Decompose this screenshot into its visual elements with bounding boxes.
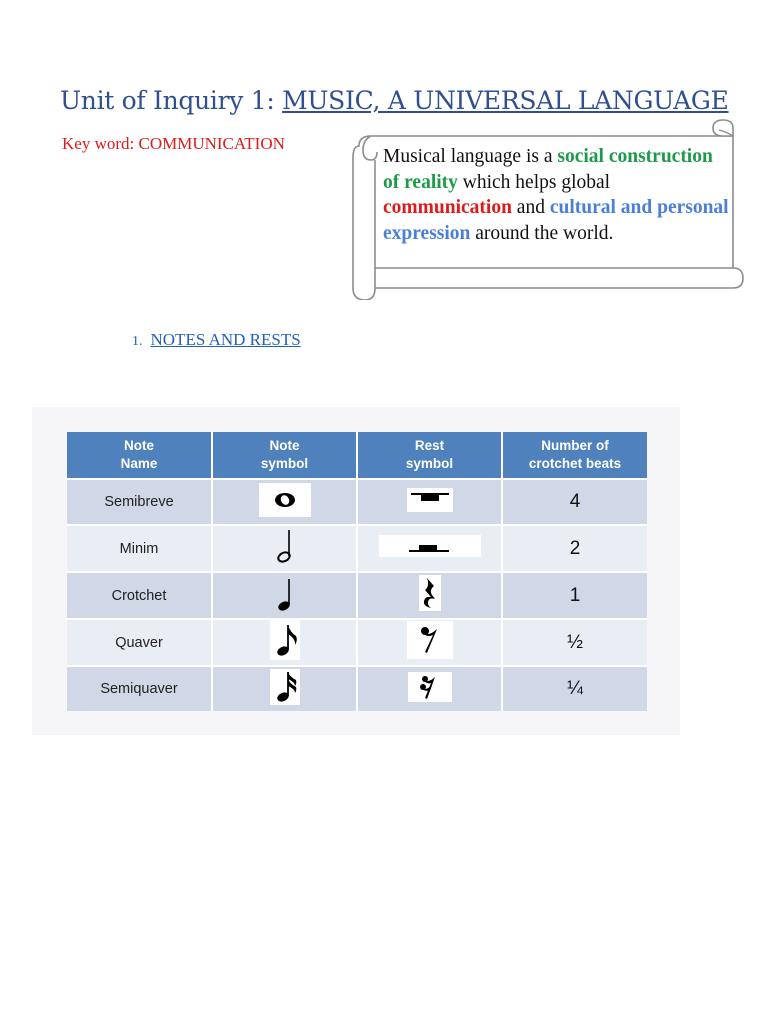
- header-label: Number of crotchet beats: [528, 438, 622, 471]
- header-note-name: [67, 432, 212, 479]
- note-name: Quaver: [67, 619, 212, 666]
- header-label: Note Name: [120, 438, 158, 471]
- note-symbol-cell: [212, 572, 357, 619]
- crotchet-beats: 1: [502, 572, 647, 619]
- header-label: Note symbol: [260, 438, 309, 471]
- header-label: Rest symbol: [405, 438, 454, 471]
- table-row: [67, 479, 647, 525]
- note-symbol-cell: [212, 666, 357, 711]
- scroll-callout: [345, 118, 750, 300]
- rest-symbol-cell: [357, 572, 502, 619]
- minim-note-icon: [270, 526, 300, 566]
- section-heading: [132, 330, 301, 350]
- rest-symbol-cell: [357, 479, 502, 525]
- scroll-text-4: communication: [383, 197, 512, 218]
- quaver-note-icon: [270, 620, 300, 660]
- crotchet-beats: 4: [502, 479, 647, 525]
- header-crotchet-beats: [502, 432, 647, 479]
- crotchet-beats: ¼: [502, 666, 647, 711]
- title-topic: MUSIC, A UNIVERSAL LANGUAGE: [282, 86, 729, 115]
- rest-symbol-cell: [357, 666, 502, 711]
- semiquaver-note-icon: [270, 669, 300, 705]
- header-note-symbol: [212, 432, 357, 479]
- rest-symbol-cell: [357, 525, 502, 572]
- rest-symbol-cell: [357, 619, 502, 666]
- note-name: Minim: [67, 525, 212, 572]
- semiquaver-rest-icon: [408, 672, 452, 702]
- header-rest-symbol: [357, 432, 502, 479]
- scroll-text-6: cultural and personal expression: [383, 197, 729, 244]
- note-symbol-cell: [212, 479, 357, 525]
- section-label: NOTES AND RESTS: [150, 330, 301, 349]
- scroll-text: [383, 144, 733, 246]
- minim-rest-icon: [379, 535, 481, 557]
- quaver-rest-icon: [407, 621, 453, 659]
- title-prefix: Unit of Inquiry 1:: [60, 86, 283, 115]
- key-word: Key word: COMMUNICATION: [62, 134, 285, 153]
- note-symbol-cell: [212, 525, 357, 572]
- notes-rests-table: [67, 432, 647, 711]
- note-name: Crotchet: [67, 572, 212, 619]
- crotchet-beats: 2: [502, 525, 647, 572]
- table-row: [67, 572, 647, 619]
- table-row: [67, 666, 647, 711]
- note-name: Semiquaver: [67, 666, 212, 711]
- table-header-row: [67, 432, 647, 479]
- note-name: Semibreve: [67, 479, 212, 525]
- table-row: [67, 525, 647, 572]
- crotchet-beats: ½: [502, 619, 647, 666]
- semibreve-note-icon: [259, 483, 311, 517]
- scroll-text-7: around the world.: [470, 222, 614, 244]
- scroll-text-5: and: [511, 197, 550, 218]
- section-number: 1.: [132, 334, 143, 349]
- crotchet-note-icon: [270, 573, 300, 613]
- table-row: [67, 619, 647, 666]
- page-title: [60, 86, 729, 115]
- scroll-text-2: social construction of reality: [383, 146, 713, 193]
- crotchet-rest-icon: [419, 575, 441, 611]
- semibreve-rest-icon: [407, 488, 453, 512]
- scroll-text-3: which helps global: [457, 171, 611, 193]
- note-symbol-cell: [212, 619, 357, 666]
- scroll-text-1: Musical language is a: [383, 146, 558, 167]
